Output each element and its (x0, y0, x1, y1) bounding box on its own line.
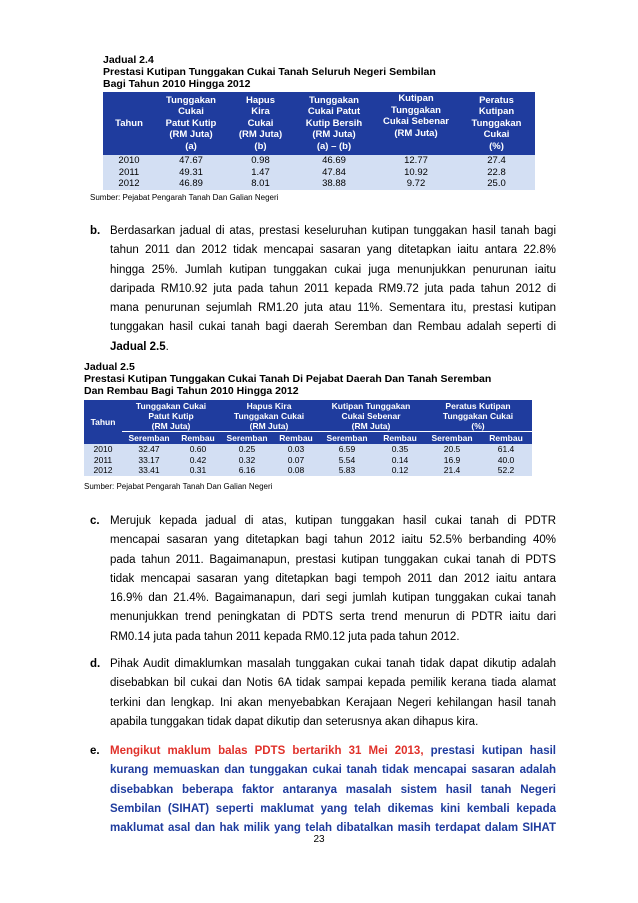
cell-year: 2012 (84, 465, 122, 476)
jadual-2-5-table (84, 400, 532, 476)
cell-year: 2010 (103, 155, 155, 167)
header-text: Kutipan (398, 93, 434, 104)
jadual-2-5-caption (84, 361, 491, 397)
header-text: (a) – (b) (316, 140, 352, 152)
subheader-cell: Seremban (122, 432, 176, 445)
header-text: (%) (471, 420, 485, 431)
header-text: Tunggakan (309, 94, 359, 106)
header-text: Cukai Patut (307, 106, 361, 118)
header-text: Cukai Sebenar (383, 116, 449, 127)
header-text: Cukai (247, 117, 274, 129)
table-cell: 46.89 (155, 178, 227, 190)
table-cell: 33.41 (122, 465, 176, 476)
paragraph-line: Merujuk kepada jadual di atas, kutipan tunggakan hasil cukai tanah di PDTR (110, 515, 556, 527)
table-cell: 25.0 (458, 178, 535, 190)
paragraph-label: d. (90, 658, 101, 670)
caption-line: Dan Rembau Bagi Tahun 2010 Hingga 2012 (84, 385, 299, 397)
table-cell: 0.14 (376, 455, 424, 466)
table-cell: 52.2 (480, 465, 532, 476)
table-cell: 33.17 (122, 455, 176, 466)
table-cell: 0.32 (220, 455, 274, 466)
table-cell: 32.47 (122, 444, 176, 455)
header-text: (RM Juta) (238, 129, 283, 141)
table-cell: 61.4 (480, 444, 532, 455)
table-cell: 12.77 (374, 155, 458, 167)
caption-line: Jadual 2.4 (103, 54, 154, 66)
subheader-cell: Seremban (318, 432, 376, 445)
paragraph-line: Sembilan (SIHAT) seperti maklumat yang telah dikemas kini kembali kepada (110, 802, 556, 815)
header-text: (b) (254, 140, 267, 152)
paragraph-label: b. (90, 225, 101, 237)
header-text: Cukai (178, 106, 204, 118)
punctuation: . (165, 340, 169, 353)
table-source-note: Sumber: Pejabat Pengarah Tanah Dan Galian Negeri (84, 482, 273, 491)
paragraph-line: disebabkan bil cukai dan Notis 6A tidak sampai kepada pemilik kerana tiada alamat (110, 677, 556, 690)
header-text: Tahun (90, 417, 116, 427)
table-cell: 0.60 (176, 444, 220, 455)
paragraph-line: terkini dan lengkap. Ini akan menyebabkan Kerajaan Negeri kehilangan hasil tanah (110, 696, 556, 709)
header-text: (RM Juta) (151, 420, 191, 431)
paragraph-line: kurang memuaskan dan tunggakan cukai tanah tidak mencapai sasaran adalah (110, 764, 556, 777)
paragraph-line: apabila tunggakan tidak dapat dikutip dan seterusnya akan dihapus kira. (110, 715, 479, 728)
header-cell (220, 400, 318, 432)
paragraph-line: mana penurunan sejumlah RM1.20 juta atau 11%. Sementara itu, prestasi kutipan (110, 302, 556, 315)
table-header-row (84, 400, 532, 432)
header-text: (RM Juta) (249, 420, 289, 431)
table-cell: 40.0 (480, 455, 532, 466)
table-cell: 47.67 (155, 155, 227, 167)
header-text: Patut Kutip (165, 117, 217, 129)
table-cell: 0.98 (227, 155, 294, 167)
response-text: prestasi kutipan hasil (430, 745, 556, 757)
header-text: (RM Juta) (351, 420, 391, 431)
table-cell: 0.31 (176, 465, 220, 476)
caption-line: Prestasi Kutipan Tunggakan Cukai Tanah Di Pejabat Daerah Dan Tanah Seremban (84, 373, 492, 385)
page-number: 23 (313, 834, 325, 845)
header-text: Peratus Kutipan (445, 400, 511, 411)
cell-year: 2011 (103, 167, 155, 179)
table-cell: 5.54 (318, 455, 376, 466)
table-cell: 0.07 (274, 455, 318, 466)
paragraph-b (110, 222, 556, 357)
table-cell: 47.84 (294, 167, 374, 179)
paragraph-line: mencapai sasaran yang ditetapkan bagi tahun 2012 iaitu 52.5% berbanding 40% (110, 534, 556, 547)
subheader-cell: Seremban (424, 432, 480, 445)
table-cell: 27.4 (458, 155, 535, 167)
header-text: Tunggakan Cukai (135, 400, 207, 411)
paragraph-label: c. (90, 515, 100, 527)
paragraph-line: pada tahun 2011. Bagaimanapun, prestasi kutipan tunggakan cukai tanah di PDTS (110, 553, 556, 566)
subheader-cell: Rembau (176, 432, 220, 445)
header-text: Cukai Sebenar (341, 410, 401, 421)
header-text: Tunggakan (166, 94, 216, 106)
table-row (84, 455, 532, 466)
header-cell (155, 92, 227, 155)
table-cell: 38.88 (294, 178, 374, 190)
table-row (103, 155, 535, 167)
table-cell: 0.03 (274, 444, 318, 455)
subheader-cell: Rembau (376, 432, 424, 445)
cell-year: 2012 (103, 178, 155, 190)
header-cell (374, 92, 458, 155)
table-cell: 5.83 (318, 465, 376, 476)
table-subheader-row (84, 432, 532, 445)
table-cell: 0.08 (274, 465, 318, 476)
header-cell (424, 400, 532, 432)
paragraph-line: Pihak Audit dimaklumkan masalah tunggakan cukai tanah tidak dapat dikutip adalah (110, 658, 556, 670)
paragraph-line: disebabkan beberapa faktor antaranya masalah sistem hasil tanah Negeri (110, 783, 556, 796)
paragraph-line (110, 338, 556, 357)
header-text: Hapus (245, 94, 276, 106)
table-cell: 22.8 (458, 167, 535, 179)
paragraph-line: tidak mencapai sasaran yang ditetapkan bagi tempoh 2011 dan 2012 iaitu antara (110, 572, 556, 585)
header-text: Tunggakan Cukai (233, 410, 305, 421)
table-row (103, 178, 535, 190)
header-text: (RM Juta) (312, 129, 356, 141)
paragraph-line: 16.9% dan 21.4%. Bagaimanapun, dari segi jumlah kutipan tunggakan cukai tanah (110, 592, 556, 605)
table-row (103, 167, 535, 179)
header-cell (294, 92, 374, 155)
paragraph-label: e. (90, 745, 100, 757)
table-cell: 20.5 (424, 444, 480, 455)
cell-year: 2011 (84, 455, 122, 466)
header-cell (458, 92, 535, 155)
paragraph-c (110, 512, 556, 647)
table-reference: Jadual 2.5 (110, 340, 166, 353)
cell-year: 2010 (84, 444, 122, 455)
table-source-note: Sumber: Pejabat Pengarah Tanah Dan Galian Negeri (90, 193, 279, 202)
table-row (84, 444, 532, 455)
header-text: Kutipan Tunggakan (331, 400, 411, 411)
header-text: Patut Kutip (148, 410, 194, 421)
header-text: Kutip Bersih (305, 117, 363, 129)
table-row (84, 465, 532, 476)
paragraph-line: menunjukkan trend peningkatan di PDTS serta trend menurun di PDTR iaitu dari (110, 611, 556, 624)
paragraph-d (110, 655, 556, 732)
jadual-2-4-caption (103, 54, 436, 90)
subheader-cell: Rembau (480, 432, 532, 445)
table-cell: 10.92 (374, 167, 458, 179)
header-text: Kutipan (478, 106, 515, 118)
table-cell: 0.25 (220, 444, 274, 455)
table-cell: 1.47 (227, 167, 294, 179)
header-text: Hapus Kira (246, 400, 292, 411)
table-cell: 8.01 (227, 178, 294, 190)
paragraph-line: daripada RM10.92 juta pada tahun 2011 kepada RM9.72 juta pada tahun 2012 di (110, 282, 556, 295)
paragraph-e (110, 742, 556, 838)
header-cell (227, 92, 294, 155)
table-cell: 9.72 (374, 178, 458, 190)
caption-line: Bagi Tahun 2010 Hingga 2012 (103, 78, 251, 90)
table-cell: 6.16 (220, 465, 274, 476)
header-text: Kira (251, 106, 270, 118)
table-cell: 21.4 (424, 465, 480, 476)
response-intro: Mengikut maklum balas PDTS bertarikh 31 Mei 2013, (110, 745, 424, 757)
paragraph-line: hingga 25%. Jumlah kutipan tunggakan cukai juga menunjukkan penurunan iaitu (110, 263, 556, 276)
header-text: Tunggakan Cukai (442, 410, 514, 421)
paragraph-line: tunggakan hasil cukai tanah bagi daerah Seremban dan Rembau adalah seperti di (110, 321, 556, 334)
table-cell: 6.59 (318, 444, 376, 455)
caption-line: Jadual 2.5 (84, 361, 135, 373)
header-text: Tahun (115, 117, 143, 129)
table-cell: 0.12 (376, 465, 424, 476)
caption-line: Prestasi Kutipan Tunggakan Cukai Tanah Seluruh Negeri Sembilan (103, 66, 436, 78)
header-cell (122, 400, 220, 432)
header-text: Peratus (479, 94, 514, 106)
header-text: Tunggakan (471, 117, 522, 129)
table-cell: 0.35 (376, 444, 424, 455)
header-cell (84, 400, 122, 444)
paragraph-line: Berdasarkan jadual di atas, prestasi keseluruhan kutipan tunggakan hasil tanah bagi (110, 225, 556, 237)
header-cell (103, 92, 155, 155)
table-cell: 49.31 (155, 167, 227, 179)
jadual-2-4-table (103, 92, 535, 190)
table-cell: 16.9 (424, 455, 480, 466)
paragraph-line (110, 742, 556, 761)
header-text: (RM Juta) (394, 127, 438, 139)
paragraph-line: RM0.14 juta pada tahun 2011 kepada RM0.12 juta pada tahun 2012. (110, 630, 460, 643)
table-cell: 0.42 (176, 455, 220, 466)
paragraph-line: tahun 2011 dan 2012 tidak mencapai sasaran yang ditetapkan iaitu antara 22.8% (110, 244, 556, 257)
header-text: (a) (185, 140, 197, 152)
header-text: (RM Juta) (169, 129, 213, 141)
paragraph-line: maklumat asal dan hak milik yang telah dibatalkan masih terdapat dalam SIHAT (110, 822, 556, 835)
header-text: Cukai (483, 129, 510, 141)
table-cell: 46.69 (294, 155, 374, 167)
header-text: Tunggakan (391, 104, 441, 116)
subheader-cell: Seremban (220, 432, 274, 445)
header-text: (%) (489, 140, 504, 152)
header-cell (318, 400, 424, 432)
subheader-cell: Rembau (274, 432, 318, 445)
table-header-row (103, 92, 535, 155)
